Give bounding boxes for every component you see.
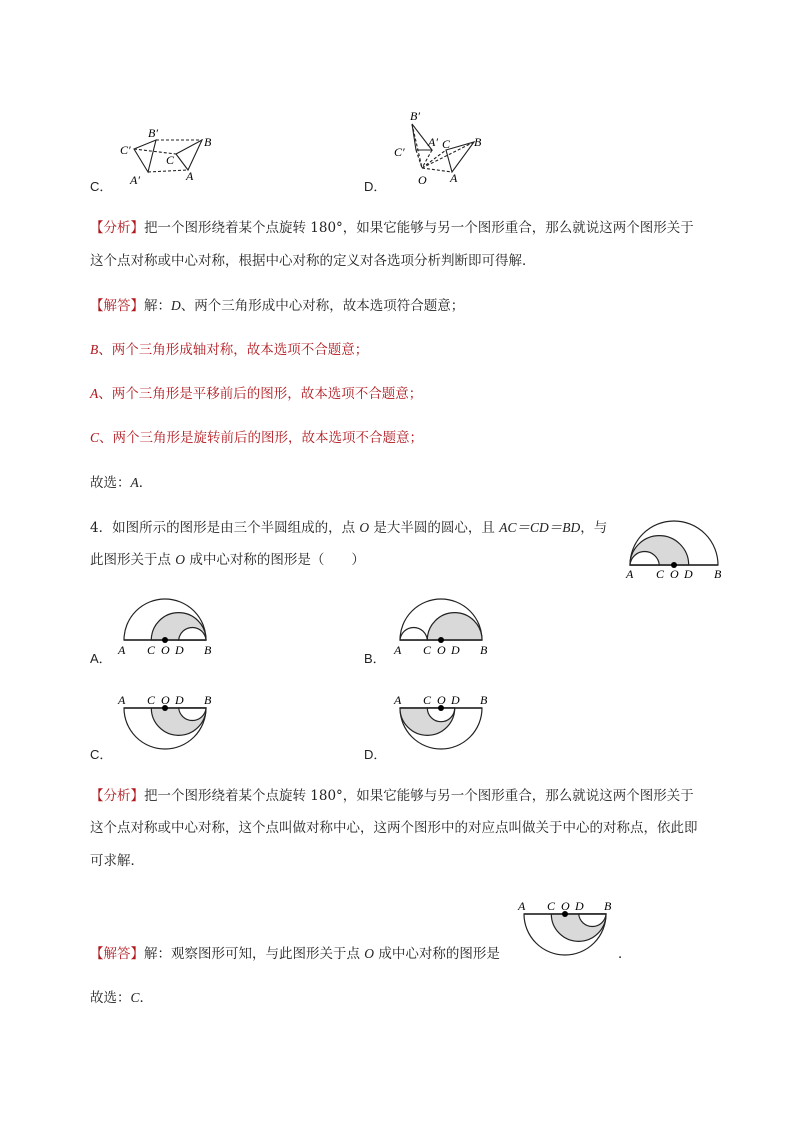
q4-answer-figure xyxy=(512,896,622,964)
q3-option-c-label: C． xyxy=(90,179,113,194)
label-c: C xyxy=(656,567,665,581)
label-d: D xyxy=(175,693,184,707)
q4-option-d-figure[interactable] xyxy=(388,690,498,758)
q4-reference-figure xyxy=(620,515,730,583)
label-c: C xyxy=(442,137,451,151)
choice-pre: 故选： xyxy=(90,475,131,491)
label-b: B xyxy=(480,693,488,707)
label-o: O xyxy=(418,173,427,187)
stem-text: 是大半圆的圆心，且 xyxy=(369,520,500,536)
choice-letter: A xyxy=(130,475,139,490)
answer-rest: 、两个三角形是旋转前后的图形，故本选项不合题意； xyxy=(99,430,424,446)
label-a-prime: A′ xyxy=(130,173,140,187)
q4-option-b-label: B． xyxy=(364,651,386,666)
q3-choice xyxy=(90,473,152,493)
stem-point-o: O xyxy=(359,520,370,535)
stem-text: 成中心对称的图形是（ ） xyxy=(185,552,365,568)
q4-analysis-line2: 这个点对称或中心对称，这个点叫做对称中心，这两个图形中的对应点叫做关于中心的对称点，依此即 xyxy=(90,820,698,836)
label-a: A xyxy=(450,171,458,185)
label-a: A xyxy=(394,643,402,657)
analysis-text: 把一个图形绕着某个点旋转 180°，如果它能够与另一个图形重合，那么就说这两个图形关于 xyxy=(144,788,694,804)
choice-end: ． xyxy=(139,990,154,1006)
q4-option-a-label: A． xyxy=(90,651,112,666)
label-b: B xyxy=(480,643,488,657)
answer-tag: 【解答】 xyxy=(90,298,144,314)
label-a-prime: A′ xyxy=(428,135,438,149)
choice-end: ． xyxy=(138,475,153,491)
stem-point-o: O xyxy=(175,552,186,567)
q3-option-d-label: D． xyxy=(364,179,387,194)
label-b: B xyxy=(204,693,212,707)
label-c: C xyxy=(547,899,556,913)
analysis-tag: 【分析】 xyxy=(90,788,144,804)
label-c-prime: C′ xyxy=(394,145,405,159)
q3-answer-line3 xyxy=(90,384,422,404)
label-o: O xyxy=(670,567,679,581)
label-c: C xyxy=(423,693,432,707)
label-c-prime: C′ xyxy=(120,143,131,157)
answer-rest: 、两个三角形成轴对称，故本选项不合题意； xyxy=(98,342,369,358)
choice-letter: C xyxy=(130,990,140,1005)
q4-choice xyxy=(90,988,153,1008)
answer-rest: 、两个三角形是平移前后的图形，故本选项不合题意； xyxy=(98,386,423,402)
label-b-prime: B′ xyxy=(148,126,158,140)
q4-answer-end: ． xyxy=(618,946,632,962)
label-b: B xyxy=(474,135,482,149)
stem-text: ，与 xyxy=(580,520,608,536)
q4-option-b-figure[interactable] xyxy=(388,592,498,660)
label-c: C xyxy=(147,693,156,707)
label-c: C xyxy=(166,153,175,167)
label-a: A xyxy=(186,169,194,183)
q4-analysis-line1 xyxy=(90,786,694,806)
label-d: D xyxy=(684,567,693,581)
answer-rest: 、两个三角形成中心对称，故本选项符合题意； xyxy=(180,298,465,314)
q3-answer-line2 xyxy=(90,340,368,360)
label-o: O xyxy=(161,693,170,707)
q4-answer-line1 xyxy=(90,944,500,964)
answer-point-o: O xyxy=(364,946,375,961)
answer-tag: 【解答】 xyxy=(90,946,144,962)
answer-letter-a: A xyxy=(90,386,99,401)
q3-answer-line1 xyxy=(90,296,464,316)
label-a: A xyxy=(518,899,526,913)
label-o: O xyxy=(437,643,446,657)
q3-figure-c xyxy=(112,122,222,188)
answer-letter-c: C xyxy=(90,430,100,445)
answer-text: 解：观察图形可知，与此图形关于点 xyxy=(144,946,365,962)
label-b: B xyxy=(714,567,722,581)
label-b: B xyxy=(604,899,612,913)
q3-figure-d xyxy=(390,104,500,190)
stem-text: 此图形关于点 xyxy=(90,552,176,568)
label-o: O xyxy=(161,643,170,657)
label-c: C xyxy=(147,643,156,657)
answer-letter-b: B xyxy=(90,342,99,357)
answer-text: 成中心对称的图形是 xyxy=(374,946,500,962)
label-d: D xyxy=(175,643,184,657)
label-d: D xyxy=(575,899,584,913)
choice-pre: 故选： xyxy=(90,990,131,1006)
label-d: D xyxy=(451,693,460,707)
label-c: C xyxy=(423,643,432,657)
label-o: O xyxy=(561,899,570,913)
q4-stem-line1 xyxy=(90,518,607,538)
label-a: A xyxy=(394,693,402,707)
q4-stem-line2 xyxy=(90,550,365,570)
q4-option-a-figure[interactable] xyxy=(112,592,222,660)
stem-text: 4．如图所示的图形是由三个半圆组成的，点 xyxy=(90,520,360,536)
label-o: O xyxy=(437,693,446,707)
stem-equation: AC＝CD＝BD xyxy=(499,520,581,535)
analysis-text: 把一个图形绕着某个点旋转 180°，如果它能够与另一个图形重合，那么就说这两个图形关于 xyxy=(144,220,694,236)
label-a: A xyxy=(118,643,126,657)
q4-option-d-label: D． xyxy=(364,747,387,762)
q3-analysis-line1 xyxy=(90,218,694,238)
q3-answer-line4 xyxy=(90,428,423,448)
label-b-prime: B′ xyxy=(410,109,420,123)
label-a: A xyxy=(626,567,634,581)
q3-analysis-line2: 这个点对称或中心对称，根据中心对称的定义对各选项分析判断即可得解． xyxy=(90,253,536,269)
q4-option-c-label: C． xyxy=(90,747,113,762)
label-b: B xyxy=(204,135,212,149)
q4-analysis-line3: 可求解． xyxy=(90,853,144,869)
answer-letter-d: D xyxy=(171,298,181,313)
q4-option-c-figure[interactable] xyxy=(112,690,222,758)
answer-pre: 解： xyxy=(144,298,171,314)
label-d: D xyxy=(451,643,460,657)
analysis-tag: 【分析】 xyxy=(90,220,144,236)
label-b: B xyxy=(204,643,212,657)
label-a: A xyxy=(118,693,126,707)
